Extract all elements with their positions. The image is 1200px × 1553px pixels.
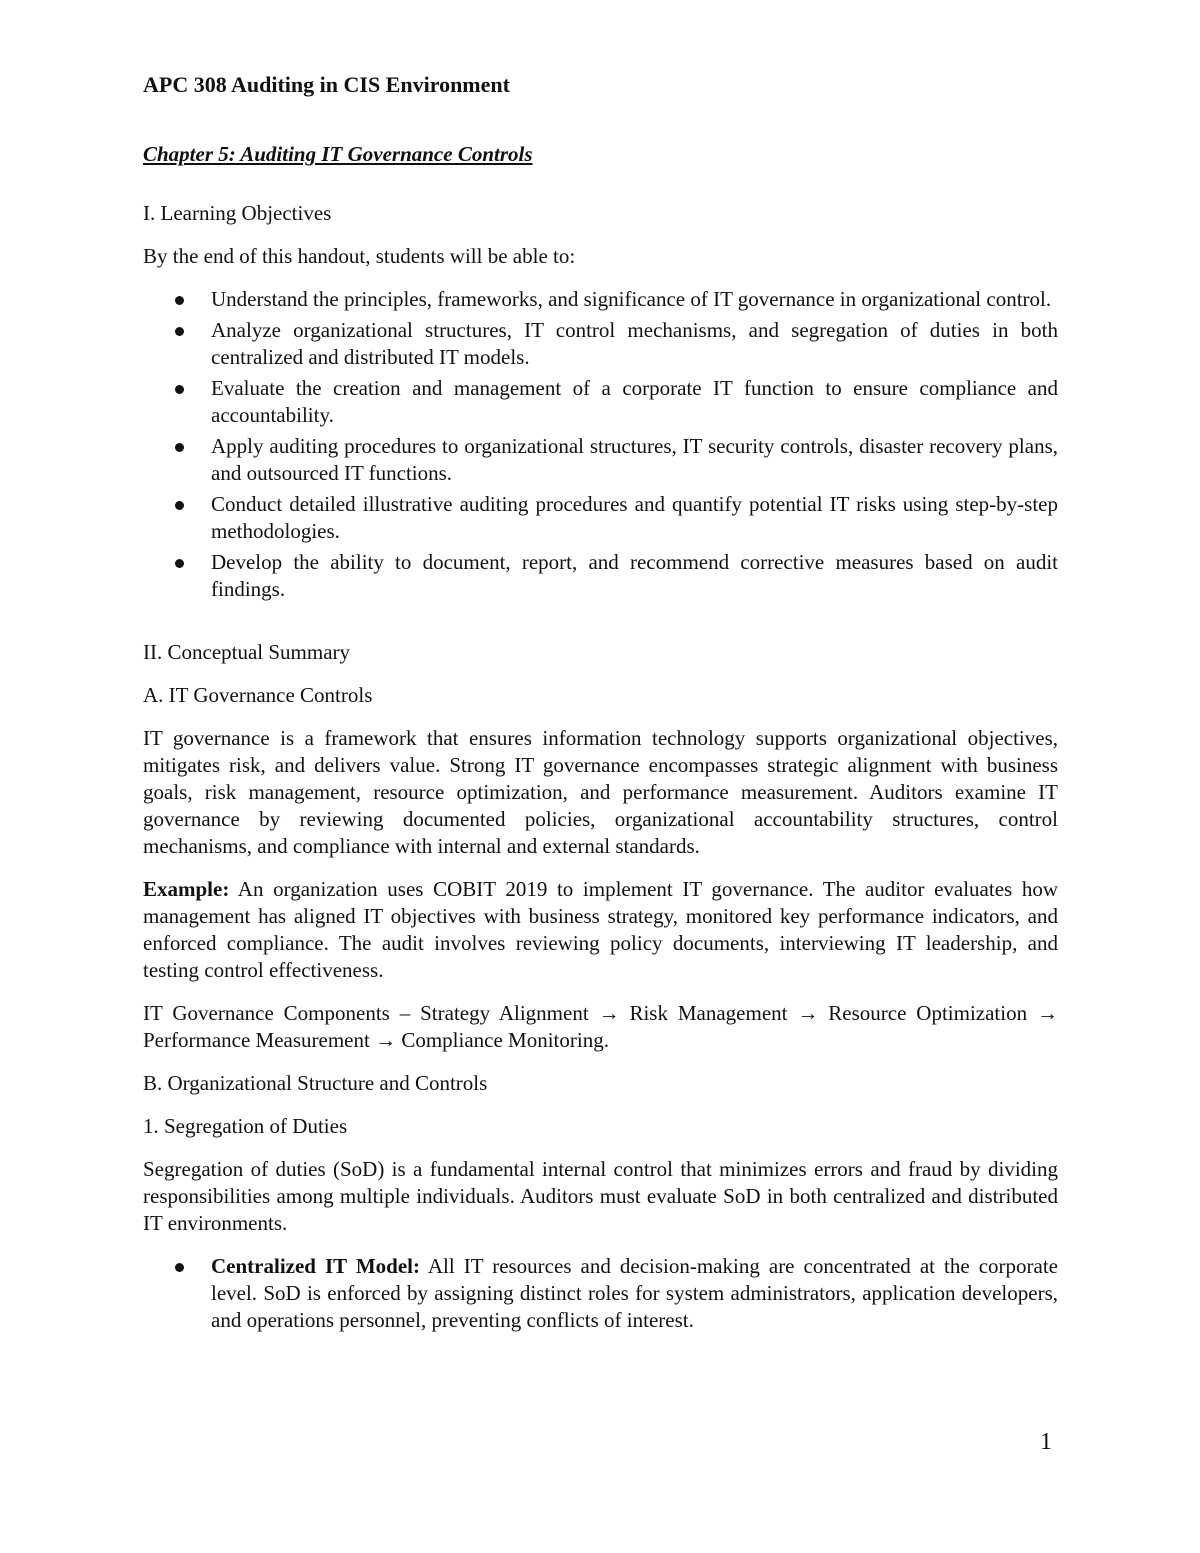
example-text: An organization uses COBIT 2019 to implement IT governance. The auditor evaluates how management has aligned IT objectives with business strategy, monitored key performance indicators, and enforced compliance. The audit involves reviewing policy documents, interviewing IT leadership, and testing control effectiveness. [143,877,1058,982]
example-paragraph [143,876,1058,984]
list-item [143,317,1058,371]
section-a-heading: A. IT Governance Controls [143,683,373,707]
objective-text: Develop the ability to document, report, and recommend corrective measures based on audit findings. [211,550,1058,601]
bullet-icon [175,327,184,336]
bullet-icon [175,385,184,394]
summary-heading: II. Conceptual Summary [143,640,351,664]
bullet-icon [175,501,184,510]
page-number: 1 [1040,1429,1052,1455]
bullet-icon [175,1263,184,1272]
example-label: Example: [143,877,230,901]
list-item [143,491,1058,545]
components-paragraph: IT Governance Components – Strategy Alignment → Risk Management → Resource Optimization → Performance Measurement → Compliance Monitoring. [143,1001,1058,1052]
section-b-paragraph: Segregation of duties (SoD) is a fundamental internal control that minimizes errors and fraud by dividing responsibilities among multiple individuals. Auditors must evaluate SoD in both centralized and distributed IT environments. [143,1157,1058,1235]
list-item [143,1253,1058,1334]
list-item [143,286,1058,313]
list-item [143,375,1058,429]
objective-text: Conduct detailed illustrative auditing procedures and quantify potential IT risks using step-by-step methodologies. [211,492,1058,543]
bullet-icon [175,559,184,568]
course-title: APC 308 Auditing in CIS Environment [143,72,510,97]
section-a-paragraph: IT governance is a framework that ensures information technology supports organizational objectives, mitigates risk, and delivers value. Strong IT governance encompasses strategic alignment with business goals, risk management, resource optimization, and performance measurement. Auditors examine IT governance by reviewing documented policies, organizational accountability structures, control mechanisms, and compliance with internal and external standards. [143,726,1058,858]
objective-text: Understand the principles, frameworks, and significance of IT governance in organizational control. [211,287,1052,311]
section-b-subheading: 1. Segregation of Duties [143,1114,348,1138]
list-item [143,433,1058,487]
it-model-list [143,1253,1058,1334]
objectives-list [143,286,1058,603]
objectives-intro: By the end of this handout, students will be able to: [143,244,576,268]
objective-text: Evaluate the creation and management of a corporate IT function to ensure compliance and accountability. [211,376,1058,427]
list-item [143,549,1058,603]
bullet-icon [175,296,184,305]
section-b-heading: B. Organizational Structure and Controls [143,1071,488,1095]
objective-text: Apply auditing procedures to organizational structures, IT security controls, disaster recovery plans, and outsourced IT functions. [211,434,1058,485]
document-page [143,70,1058,1338]
objective-text: Analyze organizational structures, IT control mechanisms, and segregation of duties in both centralized and distributed IT models. [211,318,1058,369]
objectives-heading: I. Learning Objectives [143,201,332,225]
bullet-icon [175,443,184,452]
it-model-label: Centralized IT Model: [211,1254,420,1278]
chapter-title: Chapter 5: Auditing IT Governance Controls [143,142,533,166]
it-model-text: All IT resources and decision-making are concentrated at the corporate level. SoD is enforced by assigning distinct roles for system administrators, application developers, and operations personnel, preventing conflicts of interest. [211,1254,1058,1332]
